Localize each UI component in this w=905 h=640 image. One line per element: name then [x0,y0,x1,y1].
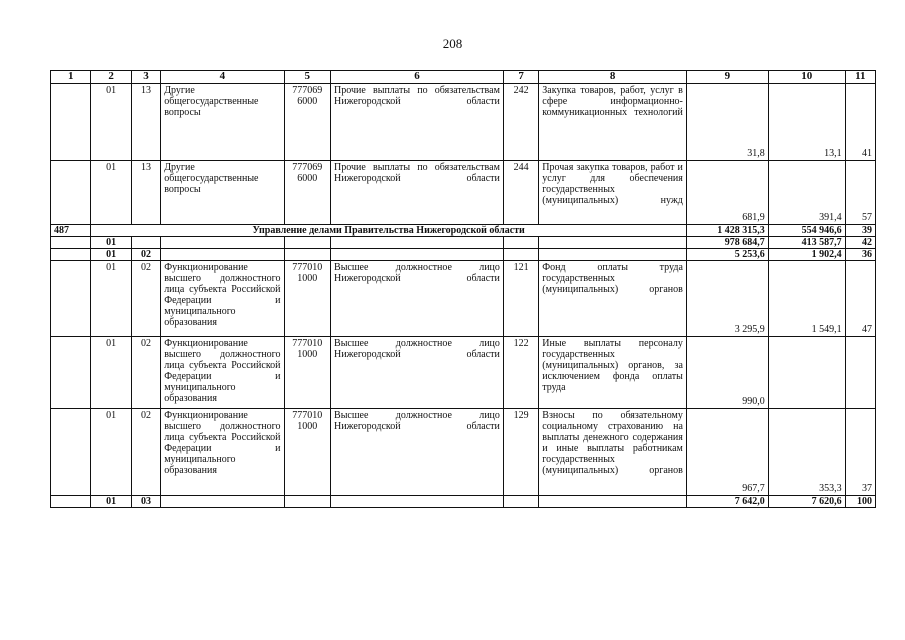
cell-section: 01 [91,249,131,261]
cell-empty [51,337,91,409]
table-row [51,409,876,496]
cell-empty [331,249,504,261]
cell-section: 01 [91,496,131,508]
cell-empty [131,237,160,249]
cell-section: 01 [91,161,131,225]
cell-section: 01 [91,337,131,409]
cell-empty [284,237,331,249]
cell-plan: 7 642,0 [686,496,768,508]
page-number: 208 [442,36,463,51]
cell-empty [284,249,331,261]
cell-section-name: Функционирование высшего должностного лица субъекта Российской Федерации и муниципального образования [161,337,284,409]
cell-section: 01 [91,84,131,161]
cell-subsection: 02 [131,409,160,496]
cell-target-code: 777069 6000 [284,84,331,161]
cell-admin [51,161,91,225]
cell-target-name: Высшее должностное лицо Нижегородской области [331,261,504,337]
cell-percent: 37 [845,409,875,496]
cell-subsection: 02 [131,249,160,261]
cell-section-name: Другие общегосударственные вопросы [161,161,284,225]
header-cell-11: 11 [845,71,875,84]
cell-subsection: 13 [131,161,160,225]
cell-section-name: Другие общегосударственные вопросы [161,84,284,161]
cell-section: 01 [91,237,131,249]
cell-actual: 554 946,6 [768,225,845,237]
cell-empty [51,237,91,249]
cell-percent: 100 [845,496,875,508]
header-cell-5: 5 [284,71,331,84]
cell-plan: 990,0 [686,337,768,409]
cell-target-name: Высшее должностное лицо Нижегородской области [331,409,504,496]
cell-expense-code: 242 [503,84,538,161]
cell-actual [768,337,845,409]
header-cell-3: 3 [131,71,160,84]
department-row [51,225,876,237]
cell-subsection: 02 [131,337,160,409]
cell-section-name: Функционирование высшего должностного лица субъекта Российской Федерации и муниципального образования [161,409,284,496]
cell-actual: 1 902,4 [768,249,845,261]
cell-expense-name: Прочая закупка товаров, работ и услуг для обеспечения государственных (муниципальных) нужд [539,161,687,225]
cell-percent: 39 [845,225,875,237]
cell-plan: 681,9 [686,161,768,225]
cell-actual: 7 620,6 [768,496,845,508]
cell-target-name: Прочие выплаты по обязательствам Нижегородской области [331,161,504,225]
cell-subsection: 13 [131,84,160,161]
cell-subsection: 03 [131,496,160,508]
cell-expense-name: Иные выплаты персоналу государственных (муниципальных) органов, за исключением фонда оплаты труда [539,337,687,409]
cell-empty [51,261,91,337]
header-cell-9: 9 [686,71,768,84]
cell-target-name: Прочие выплаты по обязательствам Нижегородской области [331,84,504,161]
cell-empty [51,409,91,496]
subsection-row [51,496,876,508]
cell-percent: 47 [845,261,875,337]
cell-empty [51,496,91,508]
cell-expense-code: 244 [503,161,538,225]
header-cell-1: 1 [51,71,91,84]
cell-percent [845,337,875,409]
cell-admin [51,84,91,161]
cell-actual: 413 587,7 [768,237,845,249]
cell-section-name: Функционирование высшего должностного лица субъекта Российской Федерации и муниципального образования [161,261,284,337]
cell-empty [539,496,687,508]
cell-empty [539,237,687,249]
cell-expense-code: 129 [503,409,538,496]
table-row [51,84,876,161]
header-row [51,71,876,84]
cell-percent: 42 [845,237,875,249]
cell-target-code: 777069 6000 [284,161,331,225]
cell-subsection: 02 [131,261,160,337]
cell-empty [539,249,687,261]
cell-empty [503,496,538,508]
cell-plan: 5 253,6 [686,249,768,261]
cell-expense-code: 121 [503,261,538,337]
cell-empty [503,249,538,261]
cell-target-code: 777010 1000 [284,261,331,337]
table-row [51,161,876,225]
cell-target-code: 777010 1000 [284,409,331,496]
cell-target-code: 777010 1000 [284,337,331,409]
cell-plan: 3 295,9 [686,261,768,337]
cell-empty [161,249,284,261]
cell-percent: 41 [845,84,875,161]
cell-empty [51,249,91,261]
cell-expense-name: Фонд оплаты труда государственных (муниципальных) органов [539,261,687,337]
header-cell-10: 10 [768,71,845,84]
cell-expense-name: Закупка товаров, работ, услуг в сфере информационно-коммуникационных технологий [539,84,687,161]
cell-empty [284,496,331,508]
cell-section: 01 [91,261,131,337]
cell-empty [503,237,538,249]
section-row [51,237,876,249]
cell-department-code: 487 [51,225,91,237]
table-row [51,337,876,409]
cell-section: 01 [91,409,131,496]
header-cell-2: 2 [91,71,131,84]
subsection-row [51,249,876,261]
cell-department-name: Управление делами Правительства Нижегородской области [91,225,686,237]
budget-table [50,70,876,508]
cell-plan: 978 684,7 [686,237,768,249]
cell-empty [331,496,504,508]
cell-plan: 1 428 315,3 [686,225,768,237]
header-cell-6: 6 [331,71,504,84]
cell-target-name: Высшее должностное лицо Нижегородской области [331,337,504,409]
cell-actual: 13,1 [768,84,845,161]
cell-percent: 57 [845,161,875,225]
cell-actual: 353,3 [768,409,845,496]
cell-expense-code: 122 [503,337,538,409]
cell-plan: 31,8 [686,84,768,161]
cell-actual: 391,4 [768,161,845,225]
cell-empty [161,496,284,508]
cell-percent: 36 [845,249,875,261]
header-cell-8: 8 [539,71,687,84]
header-cell-4: 4 [161,71,284,84]
cell-empty [161,237,284,249]
cell-plan: 967,7 [686,409,768,496]
cell-empty [331,237,504,249]
header-cell-7: 7 [503,71,538,84]
table-row [51,261,876,337]
cell-actual: 1 549,1 [768,261,845,337]
cell-expense-name: Взносы по обязательному социальному страхованию на выплаты денежного содержания и иные выплаты работникам государственных (муниципальных) органов [539,409,687,496]
